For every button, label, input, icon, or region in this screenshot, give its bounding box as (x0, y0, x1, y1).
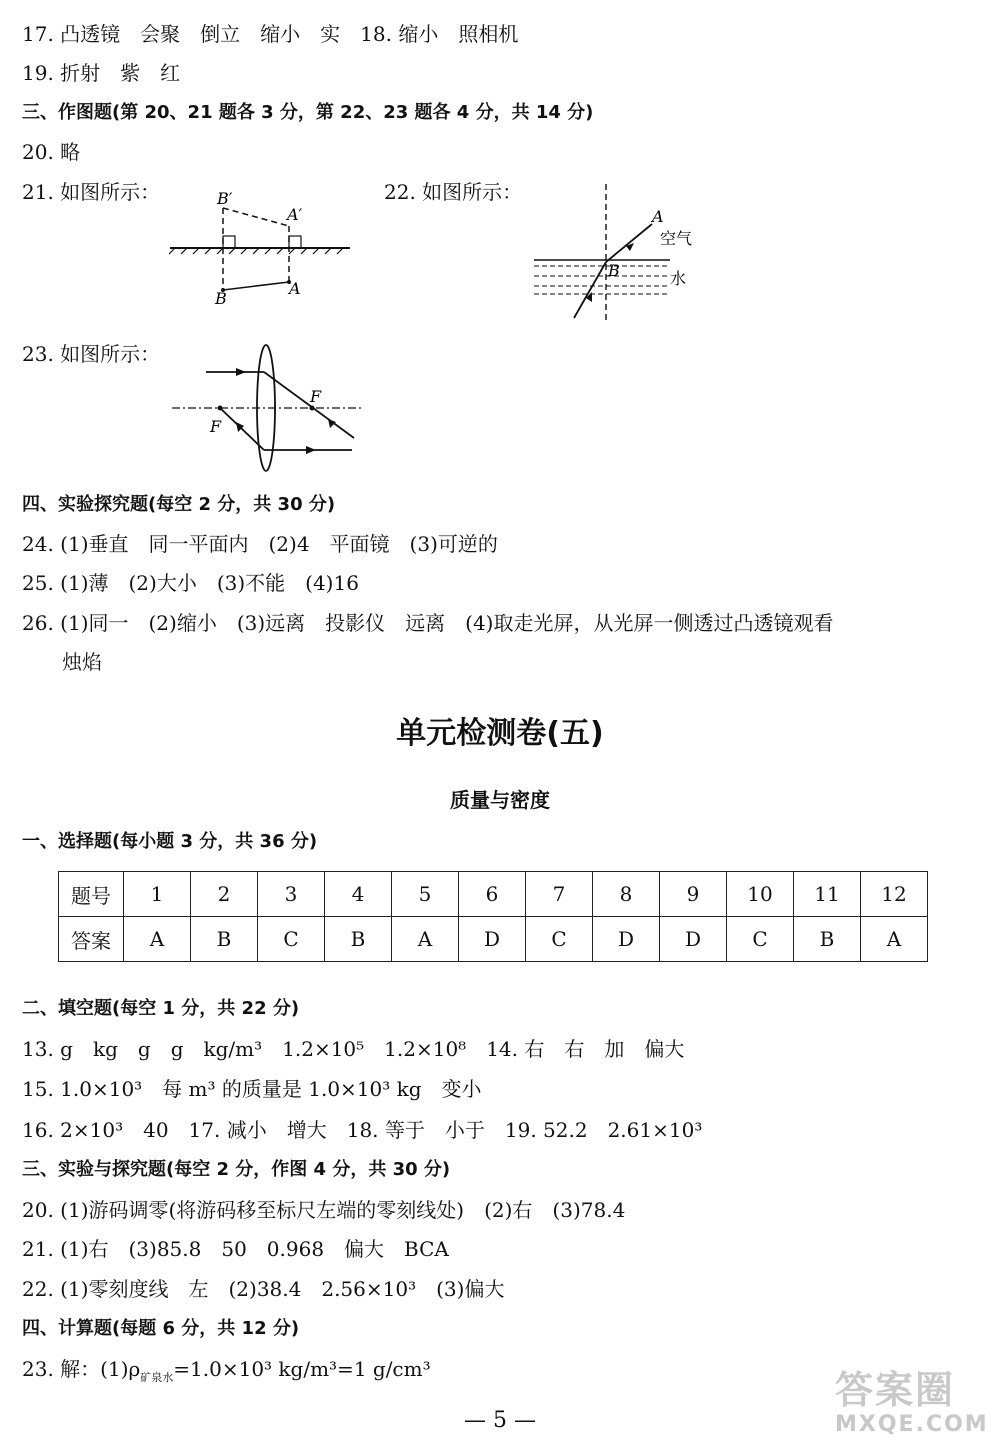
label-b-prime: B′ (217, 189, 233, 208)
formula-value: =1.0×10³ kg/m³=1 g/cm³ (173, 1357, 431, 1381)
label-f-left: F (210, 417, 222, 436)
figure-21-mirror (165, 190, 365, 310)
answer-line-25: 25. (1)薄 (2)大小 (3)不能 (4)16 (22, 571, 359, 595)
watermark-text: 答案圈 (835, 1368, 956, 1412)
section-heading-calculation: 四、计算题(每题 6 分，共 12 分) (22, 1318, 300, 1339)
table-cell: 4 (325, 872, 392, 917)
table-cell: 2 (191, 872, 258, 917)
section-heading-experiment-inquiry: 三、实验与探究题(每空 2 分，作图 4 分，共 30 分) (22, 1159, 451, 1180)
formula-subscript: 矿泉水 (140, 1371, 174, 1384)
answer-line-23b (22, 1355, 431, 1392)
table-header-number: 题号 (59, 872, 124, 917)
label-air: 空气 (660, 229, 693, 248)
table-cell: B (794, 917, 861, 962)
answer-line-26-continued: 烛焰 (62, 650, 102, 674)
answer-line-15: 15. 1.0×10³ 每 m³ 的质量是 1.0×10³ kg 变小 (22, 1077, 482, 1101)
answer-line-20b: 20. (1)游码调零(将游码移至标尺左端的零刻线处) (2)右 (3)78.4 (22, 1198, 626, 1222)
answer-line-17: 17. 凸透镜 会聚 倒立 缩小 实 18. 缩小 照相机 (22, 22, 519, 46)
table-row-answers (59, 917, 928, 962)
table-cell: 11 (794, 872, 861, 917)
section-heading-drawing: 三、作图题(第 20、21 题各 3 分，第 22、23 题各 4 分，共 14 分) (22, 102, 594, 123)
table-cell: C (258, 917, 325, 962)
section-heading-experiment: 四、实验探究题(每空 2 分，共 30 分) (22, 494, 336, 515)
page-number: — 5 — (464, 1408, 536, 1433)
table-row-numbers (59, 872, 928, 917)
table-cell: 3 (258, 872, 325, 917)
section-heading-choice: 一、选择题(每小题 3 分，共 36 分) (22, 831, 318, 852)
choice-answer-table (58, 871, 928, 962)
unit-subtitle: 质量与密度 (450, 788, 550, 812)
table-cell: 5 (392, 872, 459, 917)
table-cell: 12 (861, 872, 928, 917)
answer-line-16: 16. 2×10³ 40 17. 减小 增大 18. 等于 小于 19. 52.2 2.61×10³ (22, 1118, 703, 1142)
answer-line-19: 19. 折射 紫 红 (22, 61, 181, 85)
table-cell: B (325, 917, 392, 962)
label-a: A (652, 207, 664, 226)
formula-prefix: 23. 解：(1)ρ (22, 1357, 141, 1381)
table-cell: 9 (660, 872, 727, 917)
table-cell: D (593, 917, 660, 962)
table-cell: C (727, 917, 794, 962)
answer-line-13: 13. g kg g g kg/m³ 1.2×10⁵ 1.2×10⁸ 14. 右 右 加 偏大 (22, 1037, 685, 1061)
watermark-url: MXQE.COM (835, 1412, 989, 1437)
answer-line-21: 21. 如图所示： (22, 180, 161, 204)
table-cell: 1 (124, 872, 191, 917)
label-f-right: F (310, 387, 322, 406)
label-b: B (608, 261, 620, 280)
answer-line-22: 22. 如图所示： (384, 180, 523, 204)
table-cell: D (660, 917, 727, 962)
table-header-answer: 答案 (59, 917, 124, 962)
label-water: 水 (670, 269, 687, 288)
table-cell: D (459, 917, 526, 962)
answer-line-22b: 22. (1)零刻度线 左 (2)38.4 2.56×10³ (3)偏大 (22, 1277, 505, 1301)
table-cell: 8 (593, 872, 660, 917)
table-cell: 10 (727, 872, 794, 917)
label-a: A (289, 279, 301, 298)
table-cell: B (191, 917, 258, 962)
figure-23-convex-lens (170, 342, 370, 472)
table-cell: A (124, 917, 191, 962)
unit-title: 单元检测卷(五) (396, 716, 604, 751)
figure-22-refraction (530, 180, 710, 325)
table-cell: A (861, 917, 928, 962)
answer-line-21b: 21. (1)右 (3)85.8 50 0.968 偏大 BCA (22, 1237, 449, 1261)
answer-line-20: 20. 略 (22, 140, 81, 164)
answer-line-24: 24. (1)垂直 同一平面内 (2)4 平面镜 (3)可逆的 (22, 532, 498, 556)
label-b: B (215, 289, 227, 308)
table-cell: 6 (459, 872, 526, 917)
table-cell: A (392, 917, 459, 962)
answer-line-23: 23. 如图所示： (22, 342, 161, 366)
table-cell: C (526, 917, 593, 962)
answer-line-26: 26. (1)同一 (2)缩小 (3)远离 投影仪 远离 (4)取走光屏，从光屏一侧透过凸透镜观看 (22, 611, 834, 635)
table-cell: 7 (526, 872, 593, 917)
section-heading-fill: 二、填空题(每空 1 分，共 22 分) (22, 998, 300, 1019)
label-a-prime: A′ (287, 205, 303, 224)
watermark-logo (835, 1368, 995, 1446)
